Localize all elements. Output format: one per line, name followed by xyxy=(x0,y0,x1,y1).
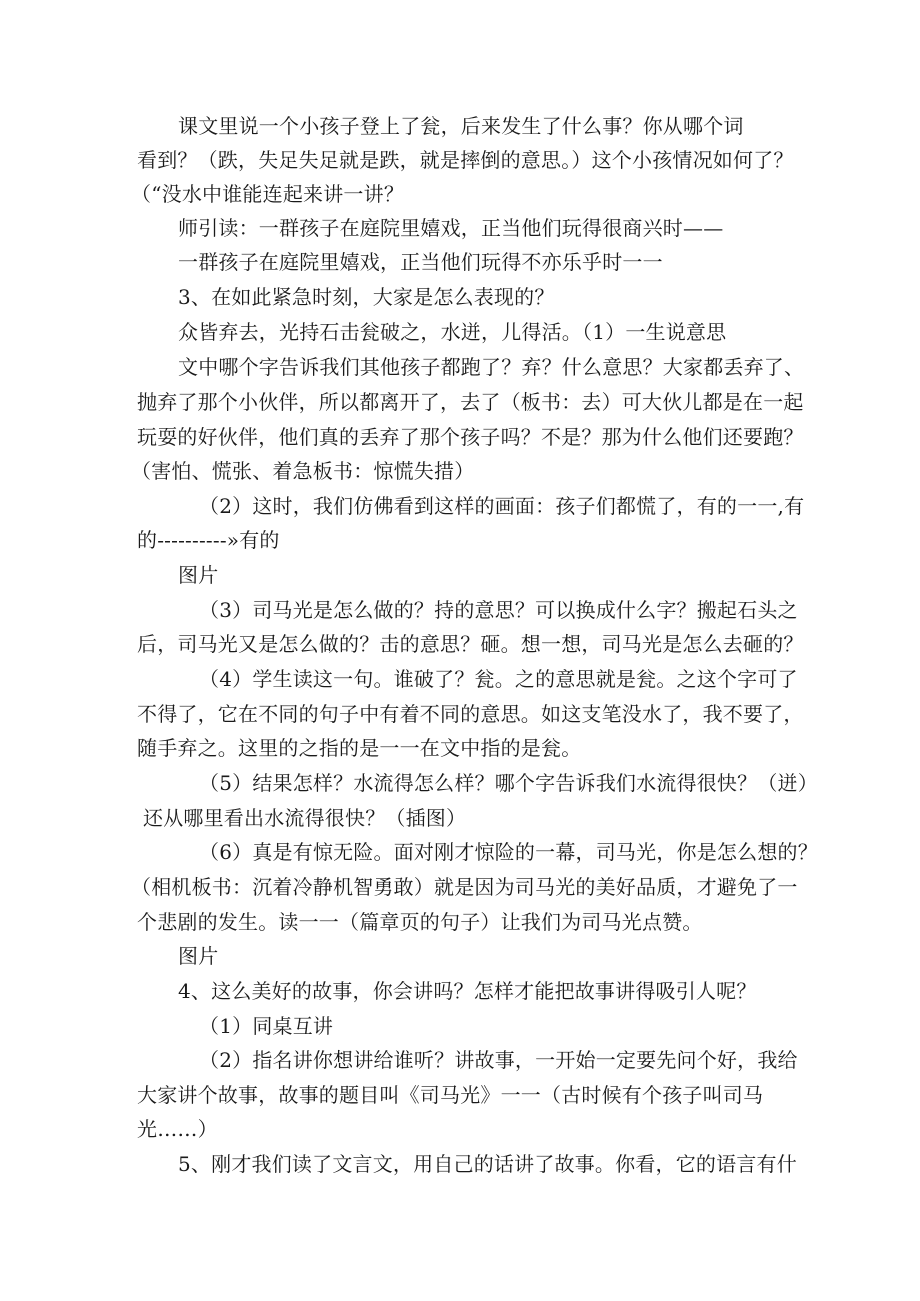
text-line: 抛弃了那个小伙伴，所以都离开了，去了（板书：去）可大伙儿都是在一起 xyxy=(137,390,804,414)
text-line: （3）司马光是怎么做的？持的意思？可以换成什么字？搬起石头之 xyxy=(199,598,798,622)
text-line: （1）同桌互讲 xyxy=(199,1014,334,1038)
text-line: 一群孩子在庭院里嬉戏，正当他们玩得不亦乐乎时一一 xyxy=(178,250,663,274)
text-line: 不得了，它在不同的句子中有着不同的意思。如这支笔没水了，我不要了， xyxy=(137,702,804,726)
text-line: （5）结果怎样？水流得怎么样？哪个字告诉我们水流得很快？（迸） xyxy=(199,771,818,795)
text-line: （“没水中谁能连起来讲一讲？ xyxy=(131,182,405,206)
text-line: 还从哪里看出水流得很快？（插图） xyxy=(143,806,467,830)
text-line: 的----------»有的 xyxy=(137,528,280,552)
text-line: 玩耍的好伙伴，他们真的丢弃了那个孩子吗？不是？那为什么他们还要跑？ xyxy=(137,425,804,449)
text-line: （2）指名讲你想讲给谁听？讲故事，一开始一定要先问个好，我给 xyxy=(199,1048,798,1072)
text-line: （2）这时，我们仿佛看到这样的画面：孩子们都慌了，有的一一,有 xyxy=(199,494,805,518)
text-line: 个悲剧的发生。读一一（篇章页的句子）让我们为司马光点赞。 xyxy=(137,910,703,934)
text-line: 文中哪个字告诉我们其他孩子都跑了？弃？什么意思？大家都丢弃了、 xyxy=(178,355,805,379)
text-line: 看到？（跌，失足失足就是跌，就是摔倒的意思。）这个小孩情况如何了？ xyxy=(137,148,794,172)
text-line: 师引读：一群孩子在庭院里嬉戏，正当他们玩得很商兴时—— xyxy=(178,216,724,240)
text-line: （6）真是有惊无险。面对刚才惊险的一幕，司马光，你是怎么想的？ xyxy=(199,840,818,864)
text-line: （4）学生读这一句。谁破了？瓮。之的意思就是瓮。之这个字可了 xyxy=(199,667,798,691)
text-line: 光……） xyxy=(137,1117,218,1141)
text-line: （相机板书：沉着冷静机智勇敢）就是因为司马光的美好品质，才避免了一 xyxy=(131,875,798,899)
text-line: 后，司马光又是怎么做的？击的意思？砸。想一想，司马光是怎么去砸的？ xyxy=(137,632,804,656)
text-line: 众皆弃去，光持石击瓮破之，水迸，儿得活。（1）一生说意思 xyxy=(178,320,727,344)
text-line: （害怕、慌张、着急板书：惊慌失措） xyxy=(131,459,475,483)
image-placeholder-label: 图片 xyxy=(178,563,219,587)
text-line: 随手弃之。这里的之指的是一一在文中指的是瓮。 xyxy=(137,736,582,760)
text-line: 3、在如此紧急时刻，大家是怎么表现的？ xyxy=(178,285,555,309)
text-line: 4、这么美好的故事，你会讲吗？怎样才能把故事讲得吸引人呢？ xyxy=(178,979,757,1003)
image-placeholder-label: 图片 xyxy=(178,944,219,968)
text-line: 大家讲个故事，故事的题目叫《司马光》一一（古时候有个孩子叫司马 xyxy=(137,1083,764,1107)
text-line: 课文里说一个小孩子登上了瓮，后来发生了什么事？你从哪个词 xyxy=(178,114,744,138)
text-line: 5、刚才我们读了文言文，用自己的话讲了故事。你看，它的语言有什 xyxy=(178,1152,797,1176)
